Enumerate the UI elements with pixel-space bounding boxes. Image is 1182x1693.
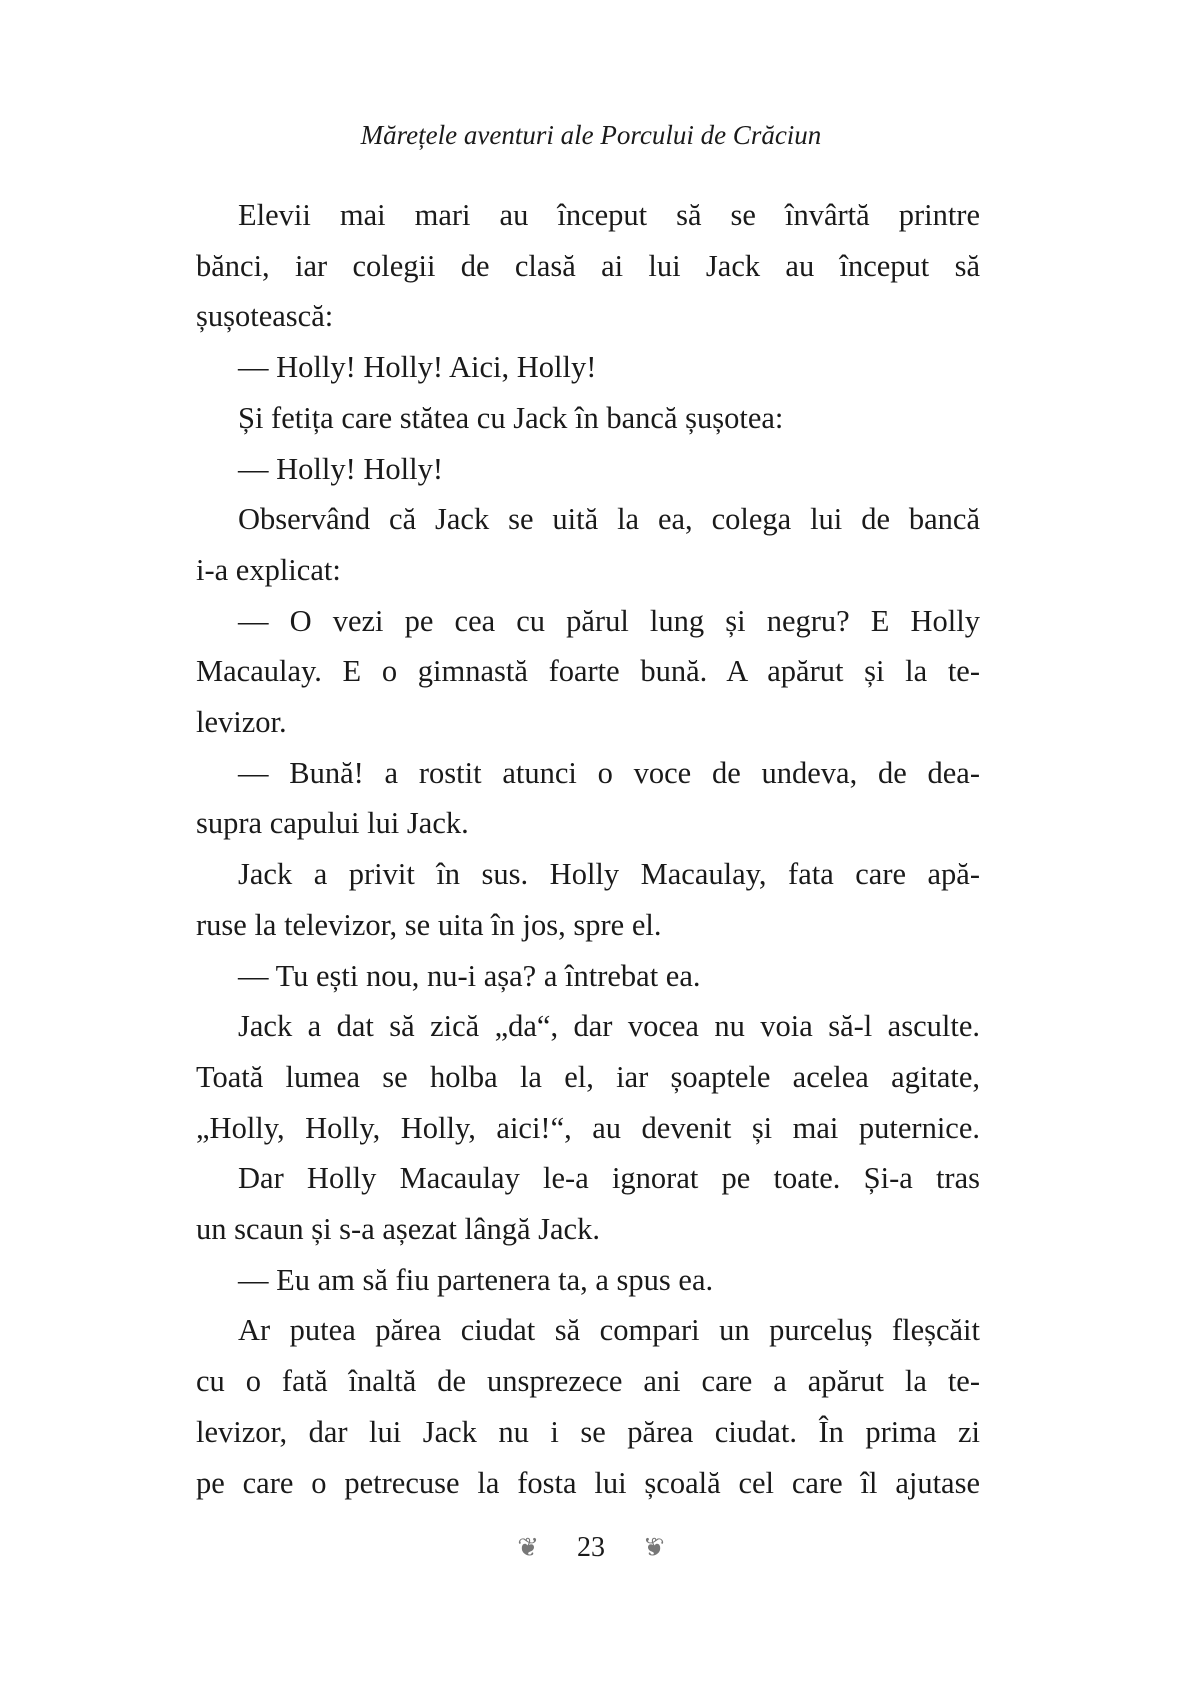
page-footer bbox=[0, 1532, 1182, 1564]
text-line: — Holly! Holly! Aici, Holly! bbox=[238, 350, 597, 385]
running-title: Mărețele aventuri ale Porcului de Crăciun bbox=[360, 120, 822, 150]
text-line: Observând că Jack se uită la ea, colega lui de bancă bbox=[238, 502, 980, 537]
text-line: bănci, iar colegii de clasă ai lui Jack au început să bbox=[196, 248, 980, 283]
text-line: ruse la televizor, se uita în jos, spre el. bbox=[196, 907, 662, 942]
text-line: Jack a privit în sus. Holly Macaulay, fata care apă- bbox=[238, 857, 980, 892]
text-line: Ar putea părea ciudat să compari un purceluș fleșcăit bbox=[238, 1313, 980, 1348]
body-text bbox=[196, 190, 980, 1508]
page-number: 23 bbox=[577, 1532, 605, 1563]
text-line: — Holly! Holly! bbox=[238, 451, 444, 486]
text-line: Jack a dat să zică „da“, dar vocea nu voia să-l asculte. bbox=[238, 1009, 980, 1044]
text-line: levizor, dar lui Jack nu i se părea ciudat. În prima zi bbox=[196, 1414, 980, 1449]
text-line: pe care o petrecuse la fosta lui școală cel care îl ajutase bbox=[196, 1465, 980, 1500]
text-line: „Holly, Holly, Holly, aici!“, au devenit și mai puternice. bbox=[196, 1110, 980, 1145]
text-line: — Bună! a rostit atunci o voce de undeva, de dea- bbox=[238, 755, 980, 790]
text-line: Toată lumea se holba la el, iar șoaptele acelea agitate, bbox=[196, 1059, 980, 1094]
text-line: Și fetița care stătea cu Jack în bancă șușotea: bbox=[238, 400, 784, 435]
text-line: Dar Holly Macaulay le-a ignorat pe toate. Și-a tras bbox=[238, 1161, 980, 1196]
text-line: — O vezi pe cea cu părul lung și negru? E Holly bbox=[238, 603, 980, 638]
flourish-left-icon: ❦ bbox=[517, 1533, 539, 1562]
text-line: — Tu ești nou, nu-i așa? a întrebat ea. bbox=[238, 958, 701, 993]
text-line: i-a explicat: bbox=[196, 552, 341, 587]
text-line: Macaulay. E o gimnastă foarte bună. A apărut și la te- bbox=[196, 654, 980, 689]
text-line: supra capului lui Jack. bbox=[196, 806, 469, 841]
text-line: cu o fată înaltă de unsprezece ani care a apărut la te- bbox=[196, 1364, 980, 1399]
text-line: un scaun și s-a așezat lângă Jack. bbox=[196, 1212, 600, 1247]
text-line: Elevii mai mari au început să se învârtă printre bbox=[238, 198, 980, 232]
text-line: șușotească: bbox=[196, 299, 334, 334]
flourish-right-icon: ❦ bbox=[643, 1533, 665, 1562]
text-line: levizor. bbox=[196, 705, 287, 740]
text-line: — Eu am să fiu partenera ta, a spus ea. bbox=[238, 1262, 714, 1297]
